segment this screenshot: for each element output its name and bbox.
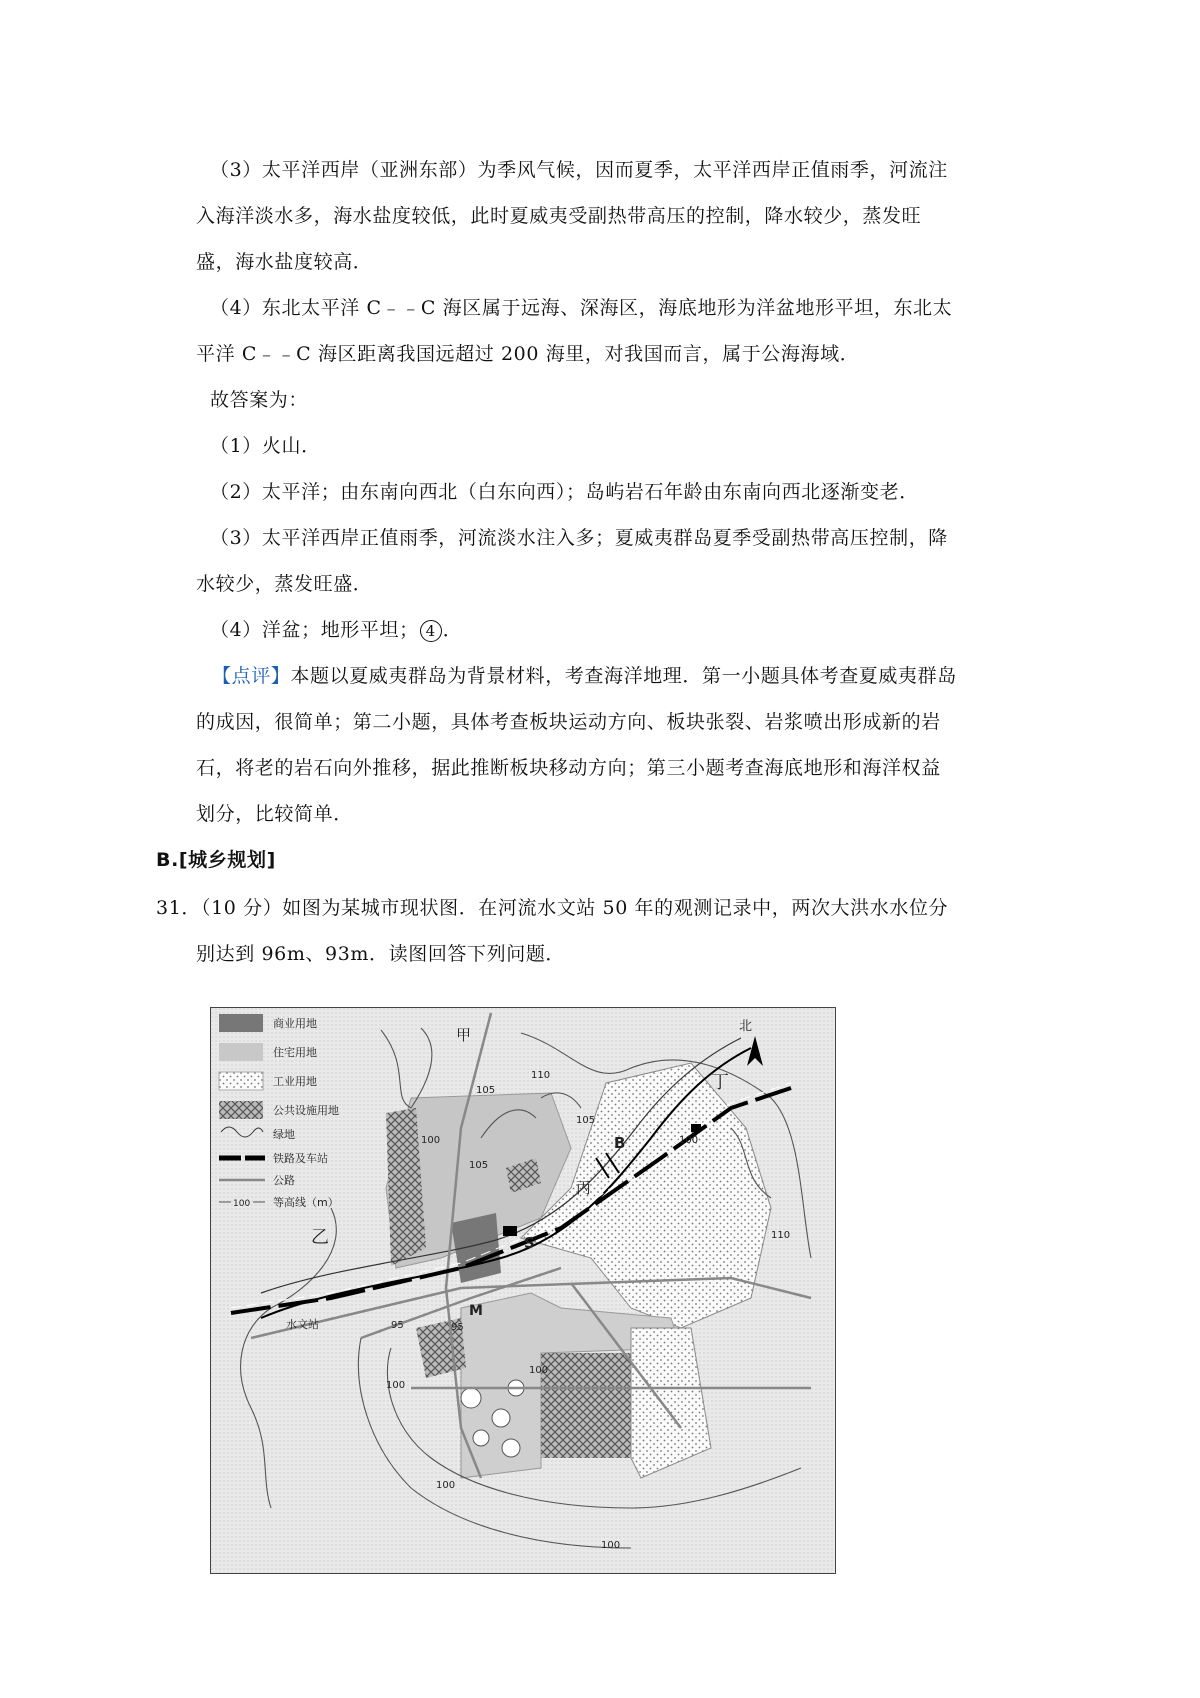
svg-text:100: 100 <box>386 1380 406 1391</box>
comment-text: 本题以夏威夷群岛为背景材料，考查海洋地理．第一小题具体考查夏威夷群岛 <box>290 665 957 687</box>
north-label: 北 <box>739 1019 753 1034</box>
question-line: 别达到 96m、93m．读图回答下列问题． <box>196 943 566 965</box>
legend-label: 等高线（m） <box>273 1196 339 1209</box>
text-line: 故答案为： <box>210 389 309 411</box>
place-bing: 丙 <box>576 1179 592 1197</box>
svg-text:100: 100 <box>233 1199 251 1209</box>
comment-line: 石，将老的岩石向外推移，据此推断板块移动方向；第三小题考查海底地形和海洋权益 <box>196 757 941 779</box>
circled-number: 4 <box>420 620 442 642</box>
text-line: （3）太平洋西岸（亚洲东部）为季风气候，因而夏季，太平洋西岸正值雨季，河流注 <box>210 159 948 181</box>
station <box>503 1226 517 1236</box>
point-m: M <box>469 1303 483 1319</box>
comment-tag: 【点评】 <box>212 665 291 687</box>
comment-line: 划分，比较简单． <box>196 803 353 825</box>
place-jia: 甲 <box>456 1026 472 1044</box>
svg-text:110: 110 <box>531 1070 551 1081</box>
section-title: B.[城乡规划] <box>156 849 276 871</box>
text-line: （3）太平洋西岸正值雨季，河流淡水注入多；夏威夷群岛夏季受副热带高压控制，降 <box>210 527 948 549</box>
svg-text:100: 100 <box>529 1365 549 1376</box>
comment-line <box>212 664 957 688</box>
svg-text:110: 110 <box>771 1230 791 1241</box>
text-line: （1）火山． <box>210 435 321 457</box>
text-line: （4）东北太平洋 C﹣﹣C 海区属于远海、深海区，海底地形为洋盆地形平坦，东北太 <box>210 297 953 319</box>
legend-label: 绿地 <box>273 1128 295 1141</box>
svg-text:105: 105 <box>476 1085 496 1096</box>
city-map-figure <box>210 1007 836 1574</box>
south-public-area <box>541 1353 631 1458</box>
svg-text:100: 100 <box>421 1135 441 1146</box>
svg-text:105: 105 <box>576 1115 596 1126</box>
answer-4-suffix: ． <box>442 619 463 641</box>
question-line: 31．（10 分）如图为某城市现状图．在河流水文站 50 年的观测记录中，两次大洪水水位分 <box>156 897 949 919</box>
text-line: 盛，海水盐度较高． <box>196 251 373 273</box>
text-line: 水较少，蒸发旺盛． <box>196 573 373 595</box>
svg-text:105: 105 <box>469 1160 489 1171</box>
text-line: 平洋 C﹣﹣C 海区距离我国远超过 200 海里，对我国而言，属于公海海域． <box>196 343 860 365</box>
svg-text:100: 100 <box>601 1540 621 1551</box>
text-line: 入海洋淡水多，海水盐度较低，此时夏威夷受副热带高压的控制，降水较少，蒸发旺 <box>196 205 922 227</box>
svg-text:100: 100 <box>679 1135 699 1146</box>
legend-label: 商业用地 <box>273 1017 317 1030</box>
svg-text:100: 100 <box>436 1480 456 1491</box>
text-line: （2）太平洋；由东南向西北（白东向西）；岛屿岩石年龄由东南向西北逐渐变老． <box>210 481 919 503</box>
comment-line: 的成因，很简单；第二小题，具体考查板块运动方向、板块张裂、岩浆喷出形成新的岩 <box>196 711 941 733</box>
point-s: S <box>524 1234 535 1252</box>
answer-4-line <box>210 618 462 642</box>
answer-4-prefix: （4）洋盆；地形平坦； <box>210 619 419 641</box>
station <box>691 1124 701 1132</box>
legend-label: 住宅用地 <box>273 1046 317 1059</box>
place-yi: 乙 <box>311 1227 329 1248</box>
svg-text:95: 95 <box>391 1320 404 1331</box>
legend-label: 铁路及车站 <box>273 1152 328 1165</box>
legend-label: 公共设施用地 <box>273 1104 339 1117</box>
point-b: B <box>614 1134 626 1152</box>
legend-label: 公路 <box>273 1174 295 1187</box>
place-ding: 丁 <box>711 1072 729 1093</box>
station-label: 水文站 <box>286 1318 319 1331</box>
legend-label: 工业用地 <box>273 1075 317 1088</box>
city-map-svg <box>211 1008 835 1573</box>
svg-text:95: 95 <box>451 1322 464 1333</box>
